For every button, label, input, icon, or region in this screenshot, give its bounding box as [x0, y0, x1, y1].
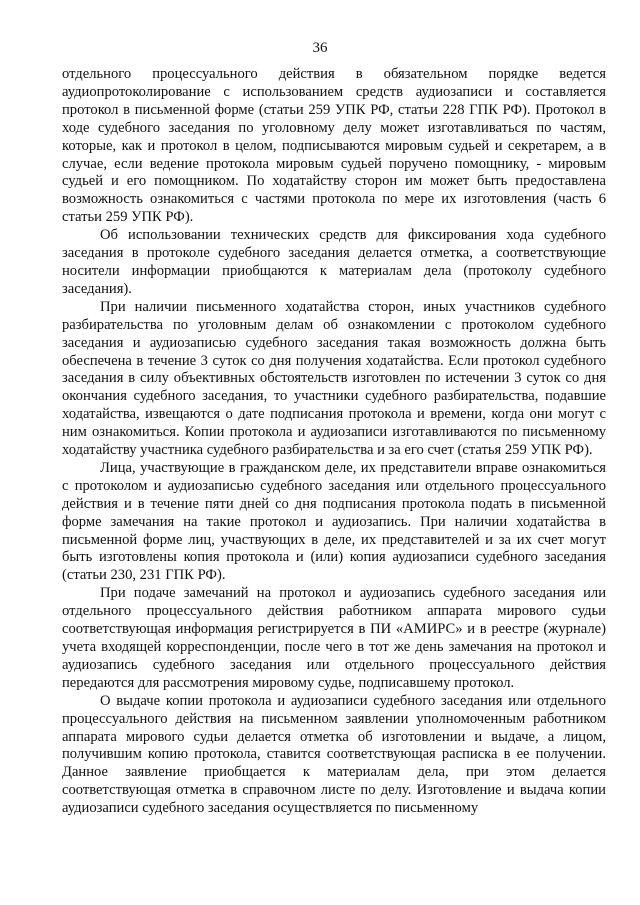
- page-number: 36: [312, 40, 328, 56]
- document-body: [62, 66, 606, 818]
- paragraph-continued: отдельного процессуального действия в обязательном порядке ведется аудиопротоколирование с использованием средств аудиозаписи и составляется протокол в письменной форме (статьи 259 УПК РФ, статьи 228 ГПК РФ). Протокол в ходе судебного заседания по уголовному делу может изготавливаться по частям, которые, как и протокол в целом, подписываются мировым судьей и секретарем, а в случае, если ведение протокола мировым судьей поручено помощнику, - мировым судьей и его помощником. По ходатайству сторон им может быть предоставлена возможность ознакомиться с частями протокола по мере их изготовления (часть 6 статьи 259 УПК РФ).: [62, 66, 606, 226]
- paragraph-criminal-cases: При наличии письменного ходатайства сторон, иных участников судебного разбирательства по уголовным делам об ознакомлении с протоколом судебного заседания и аудиозаписью судебного заседания такая возможность должна быть обеспечена в течение 3 суток со дня получения ходатайства. Если протокол судебного заседания в силу объективных обстоятельств изготовлен по истечении 3 суток со дня окончания судебного заседания, то участники судебного разбирательства, подавшие ходатайства, извещаются о дате подписания протокола и времени, когда они могут с ним ознакомиться. Копии протокола и аудиозаписи изготавливаются по письменному ходатайству участника судебного разбирательства и за его счет (статья 259 УПК РФ).: [62, 298, 606, 459]
- paragraph-copies: О выдаче копии протокола и аудиозаписи судебного заседания или отдельного процессуального действия на письменном заявлении уполномоченным работником аппарата мирового судьи делается отметка об изготовлении и выдаче, а лицом, получившим копию протокола, ставится соответствующая расписка в ее получении. Данное заявление приобщается к материалам дела, при этом делается соответствующая отметка в справочном листе по делу. Изготовление и выдача копии аудиозаписи судебного заседания осуществляется по письменному: [62, 692, 606, 817]
- paragraph-remarks: При подаче замечаний на протокол и аудиозапись судебного заседания или отдельного процессуального действия работником аппарата мирового судьи соответствующая информация регистрируется в ПИ «АМИРС» и в реестре (журнале) учета входящей корреспонденции, после чего в тот же день замечания на протокол и аудиозапись судебного заседания или отдельного процессуального действия передаются для рассмотрения мировому судье, подписавшему протокол.: [62, 585, 606, 691]
- paragraph-technical-means: Об использовании технических средств для фиксирования хода судебного заседания в протоколе судебного заседания делается отметка, а соответствующие носители информации приобщаются к материалам дела (протоколу судебного заседания).: [62, 227, 606, 297]
- paragraph-civil-cases: Лица, участвующие в гражданском деле, их представители вправе ознакомиться с протоколом и аудиозаписью судебного заседания или отдельного процессуального действия и в течение пяти дней со дня подписания протокола подать в письменной форме замечания на такие протокол и аудиозапись. При наличии ходатайства в письменной форме лиц, участвующих в деле, их представителей и за их счет могут быть изготовлены копия протокола и (или) копия аудиозаписи судебного заседания (статьи 230, 231 ГПК РФ).: [62, 459, 606, 584]
